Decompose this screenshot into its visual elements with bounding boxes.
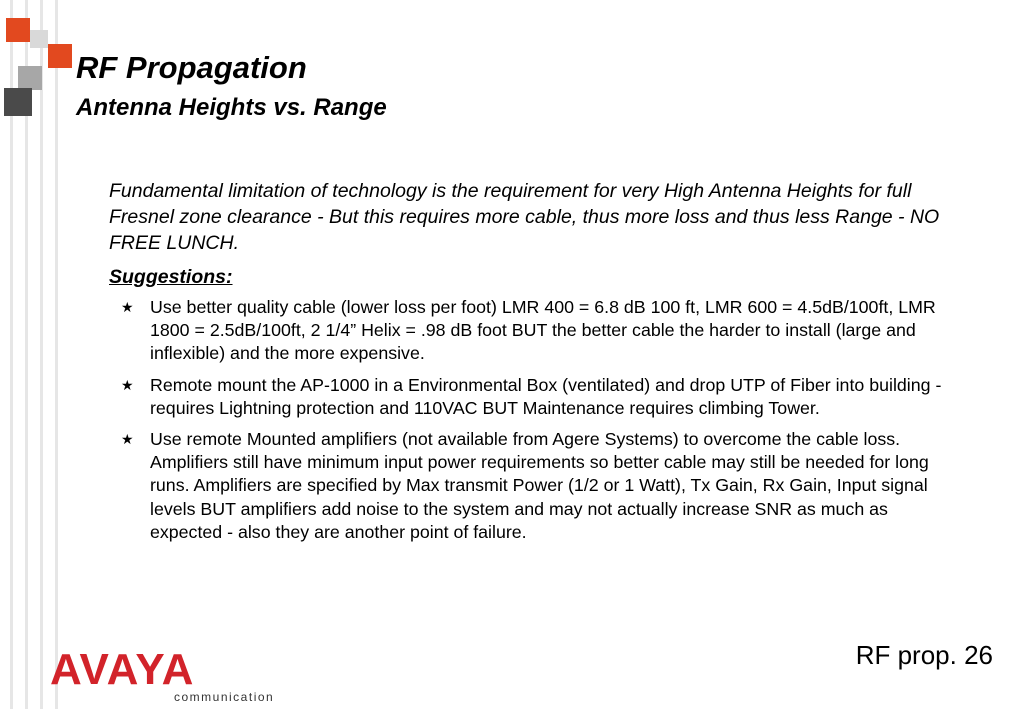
decor-square-orange [48, 44, 72, 68]
slide-subtitle: Antenna Heights vs. Range [76, 94, 387, 121]
logo-tagline: communication [174, 690, 275, 704]
decor-square-dark [4, 88, 32, 116]
corner-decoration [0, 0, 80, 709]
logo-wordmark: AVAYA [50, 645, 195, 694]
decor-line [40, 0, 43, 709]
bullet-text: Use remote Mounted amplifiers (not available from Agere Systems) to overcome the cable loss. Amplifiers still have minimum input power requirements so better cable may still be needed for long runs. Amplifiers are specified by Max transmit Power (1/2 or 1 Watt), Tx Gain, Rx Gain, Input signal levels BUT amplifiers add noise to the system and may not actually increase SNR as much as expected - also they are another point of failure. [150, 429, 929, 542]
avaya-logo [50, 645, 275, 704]
list-item [109, 428, 949, 544]
suggestions-heading: Suggestions: [109, 266, 233, 288]
list-item [109, 296, 949, 366]
slide-title: RF Propagation [76, 50, 307, 85]
star-icon: ★ [121, 299, 134, 315]
decor-square-light [30, 30, 48, 48]
decor-line [55, 0, 58, 709]
bullet-text: Remote mount the AP-1000 in a Environmental Box (ventilated) and drop UTP of Fiber into building - requires Lightning protection and 110VAC BUT Maintenance requires climbing Tower. [150, 374, 942, 418]
list-item [109, 374, 949, 420]
star-icon: ★ [121, 431, 134, 448]
suggestions-list [109, 296, 949, 544]
page-number: RF prop. 26 [855, 640, 993, 670]
bullet-text: Use better quality cable (lower loss per foot) LMR 400 = 6.8 dB 100 ft, LMR 600 = 4.5dB/100ft, LMR 1800 = 2.5dB/100ft, 2 1/4” Helix = .98 dB foot BUT the better cable the harder to install (large and inflexible) and the more expensive. [150, 297, 936, 364]
decor-square-orange [6, 18, 30, 42]
star-icon: ★ [121, 376, 134, 393]
slide-content [109, 178, 949, 552]
intro-paragraph: Fundamental limitation of technology is the requirement for very High Antenna Heights for full Fresnel zone clearance - But this requires more cable, thus more loss and thus less Range - NO FREE LUNCH. [109, 180, 940, 254]
decor-square-gray [18, 66, 42, 90]
